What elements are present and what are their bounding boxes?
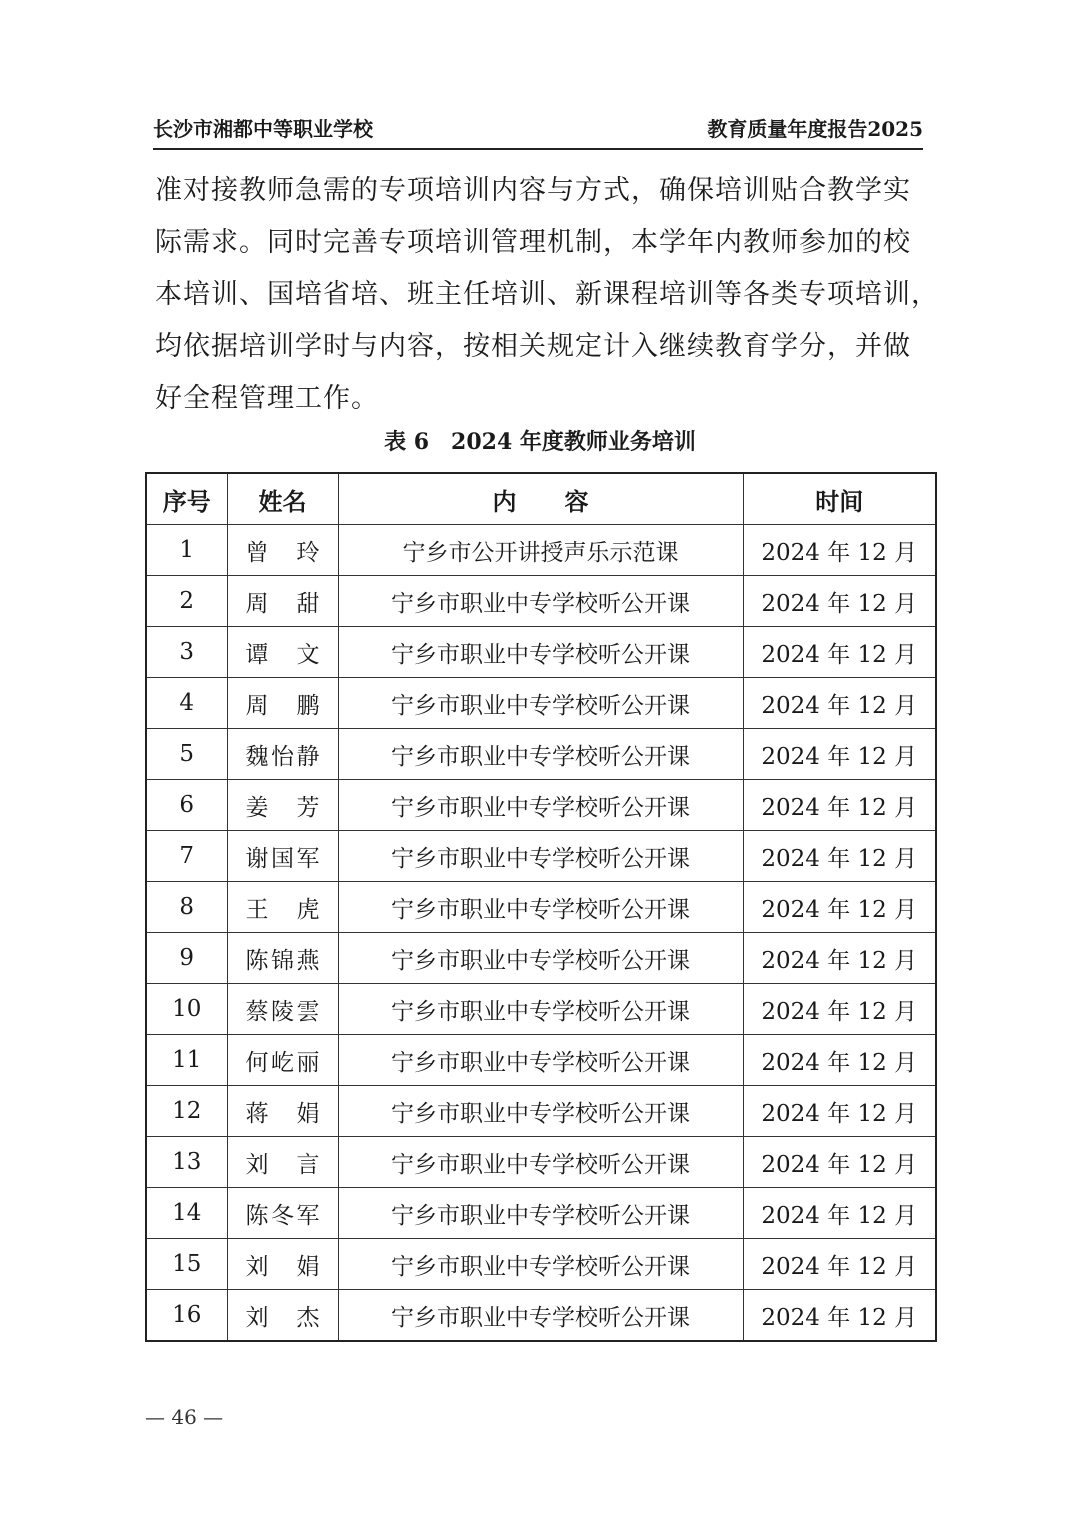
cell-time: 2024 年 12 月 <box>743 678 936 729</box>
table-row <box>146 1290 936 1342</box>
cell-content: 宁乡市职业中专学校听公开课 <box>338 882 743 933</box>
paragraph-line: 本培训、国培省培、班主任培训、新课程培训等各类专项培训， <box>155 279 939 310</box>
cell-content: 宁乡市职业中专学校听公开课 <box>338 576 743 627</box>
table-row <box>146 1239 936 1290</box>
cell-name: 蒋娟 <box>227 1086 338 1137</box>
cell-name: 姜芳 <box>227 780 338 831</box>
cell-name: 陈锦燕 <box>227 933 338 984</box>
cell-time: 2024 年 12 月 <box>743 627 936 678</box>
cell-name: 王虎 <box>227 882 338 933</box>
cell-index: 2 <box>146 576 227 627</box>
cell-name: 陈冬军 <box>227 1188 338 1239</box>
table-row <box>146 984 936 1035</box>
cell-name: 刘杰 <box>227 1290 338 1342</box>
body-paragraph <box>155 165 939 425</box>
header-content: 内 容 <box>338 473 743 525</box>
table-header-row <box>146 473 936 525</box>
cell-time: 2024 年 12 月 <box>743 1239 936 1290</box>
cell-index: 14 <box>146 1188 227 1239</box>
cell-time: 2024 年 12 月 <box>743 576 936 627</box>
cell-index: 9 <box>146 933 227 984</box>
cell-content: 宁乡市职业中专学校听公开课 <box>338 1290 743 1342</box>
cell-time: 2024 年 12 月 <box>743 729 936 780</box>
cell-name: 谭文 <box>227 627 338 678</box>
cell-content: 宁乡市职业中专学校听公开课 <box>338 1188 743 1239</box>
page-header <box>153 110 923 150</box>
cell-content: 宁乡市职业中专学校听公开课 <box>338 780 743 831</box>
table-row <box>146 1137 936 1188</box>
cell-name: 周甜 <box>227 576 338 627</box>
table-row <box>146 1188 936 1239</box>
cell-time: 2024 年 12 月 <box>743 933 936 984</box>
cell-time: 2024 年 12 月 <box>743 1035 936 1086</box>
cell-name: 刘娟 <box>227 1239 338 1290</box>
cell-time: 2024 年 12 月 <box>743 780 936 831</box>
school-name: 长沙市湘都中等职业学校 <box>153 117 373 141</box>
paragraph-line: 均依据培训学时与内容，按相关规定计入继续教育学分，并做 <box>155 331 911 362</box>
table-caption: 表 6 2024 年度教师业务培训 <box>384 429 696 455</box>
cell-index: 3 <box>146 627 227 678</box>
table-row <box>146 678 936 729</box>
cell-time: 2024 年 12 月 <box>743 984 936 1035</box>
cell-index: 8 <box>146 882 227 933</box>
cell-index: 16 <box>146 1290 227 1342</box>
table-row <box>146 780 936 831</box>
training-table <box>145 472 937 1342</box>
cell-index: 1 <box>146 525 227 576</box>
cell-index: 7 <box>146 831 227 882</box>
table-row <box>146 1035 936 1086</box>
cell-index: 6 <box>146 780 227 831</box>
cell-content: 宁乡市职业中专学校听公开课 <box>338 1035 743 1086</box>
table-row <box>146 831 936 882</box>
cell-content: 宁乡市公开讲授声乐示范课 <box>338 525 743 576</box>
cell-index: 11 <box>146 1035 227 1086</box>
cell-time: 2024 年 12 月 <box>743 1137 936 1188</box>
table-row <box>146 933 936 984</box>
cell-content: 宁乡市职业中专学校听公开课 <box>338 729 743 780</box>
paragraph-line: 准对接教师急需的专项培训内容与方式，确保培训贴合教学实 <box>155 175 911 206</box>
cell-name: 曾玲 <box>227 525 338 576</box>
cell-content: 宁乡市职业中专学校听公开课 <box>338 1086 743 1137</box>
cell-content: 宁乡市职业中专学校听公开课 <box>338 1239 743 1290</box>
page-number: — 46 — <box>145 1405 224 1429</box>
table-row <box>146 729 936 780</box>
cell-index: 13 <box>146 1137 227 1188</box>
cell-time: 2024 年 12 月 <box>743 525 936 576</box>
cell-content: 宁乡市职业中专学校听公开课 <box>338 984 743 1035</box>
table-row <box>146 576 936 627</box>
cell-name: 谢国军 <box>227 831 338 882</box>
cell-content: 宁乡市职业中专学校听公开课 <box>338 627 743 678</box>
cell-index: 10 <box>146 984 227 1035</box>
cell-name: 魏怡静 <box>227 729 338 780</box>
cell-time: 2024 年 12 月 <box>743 1188 936 1239</box>
cell-index: 4 <box>146 678 227 729</box>
table-row <box>146 525 936 576</box>
cell-time: 2024 年 12 月 <box>743 1290 936 1342</box>
cell-index: 12 <box>146 1086 227 1137</box>
cell-name: 刘言 <box>227 1137 338 1188</box>
cell-index: 15 <box>146 1239 227 1290</box>
cell-name: 周鹏 <box>227 678 338 729</box>
cell-content: 宁乡市职业中专学校听公开课 <box>338 933 743 984</box>
cell-index: 5 <box>146 729 227 780</box>
table-row <box>146 882 936 933</box>
cell-time: 2024 年 12 月 <box>743 831 936 882</box>
cell-name: 何屹丽 <box>227 1035 338 1086</box>
header-index: 序号 <box>146 473 227 525</box>
table-body <box>146 525 936 1342</box>
cell-content: 宁乡市职业中专学校听公开课 <box>338 831 743 882</box>
cell-time: 2024 年 12 月 <box>743 882 936 933</box>
report-title: 教育质量年度报告2025 <box>707 117 923 141</box>
header-time: 时间 <box>743 473 936 525</box>
cell-time: 2024 年 12 月 <box>743 1086 936 1137</box>
cell-content: 宁乡市职业中专学校听公开课 <box>338 1137 743 1188</box>
cell-content: 宁乡市职业中专学校听公开课 <box>338 678 743 729</box>
cell-name: 蔡陵雲 <box>227 984 338 1035</box>
table-row <box>146 1086 936 1137</box>
paragraph-line: 际需求。同时完善专项培训管理机制，本学年内教师参加的校 <box>155 227 911 258</box>
header-name: 姓名 <box>227 473 338 525</box>
paragraph-line: 好全程管理工作。 <box>155 383 379 414</box>
table-row <box>146 627 936 678</box>
